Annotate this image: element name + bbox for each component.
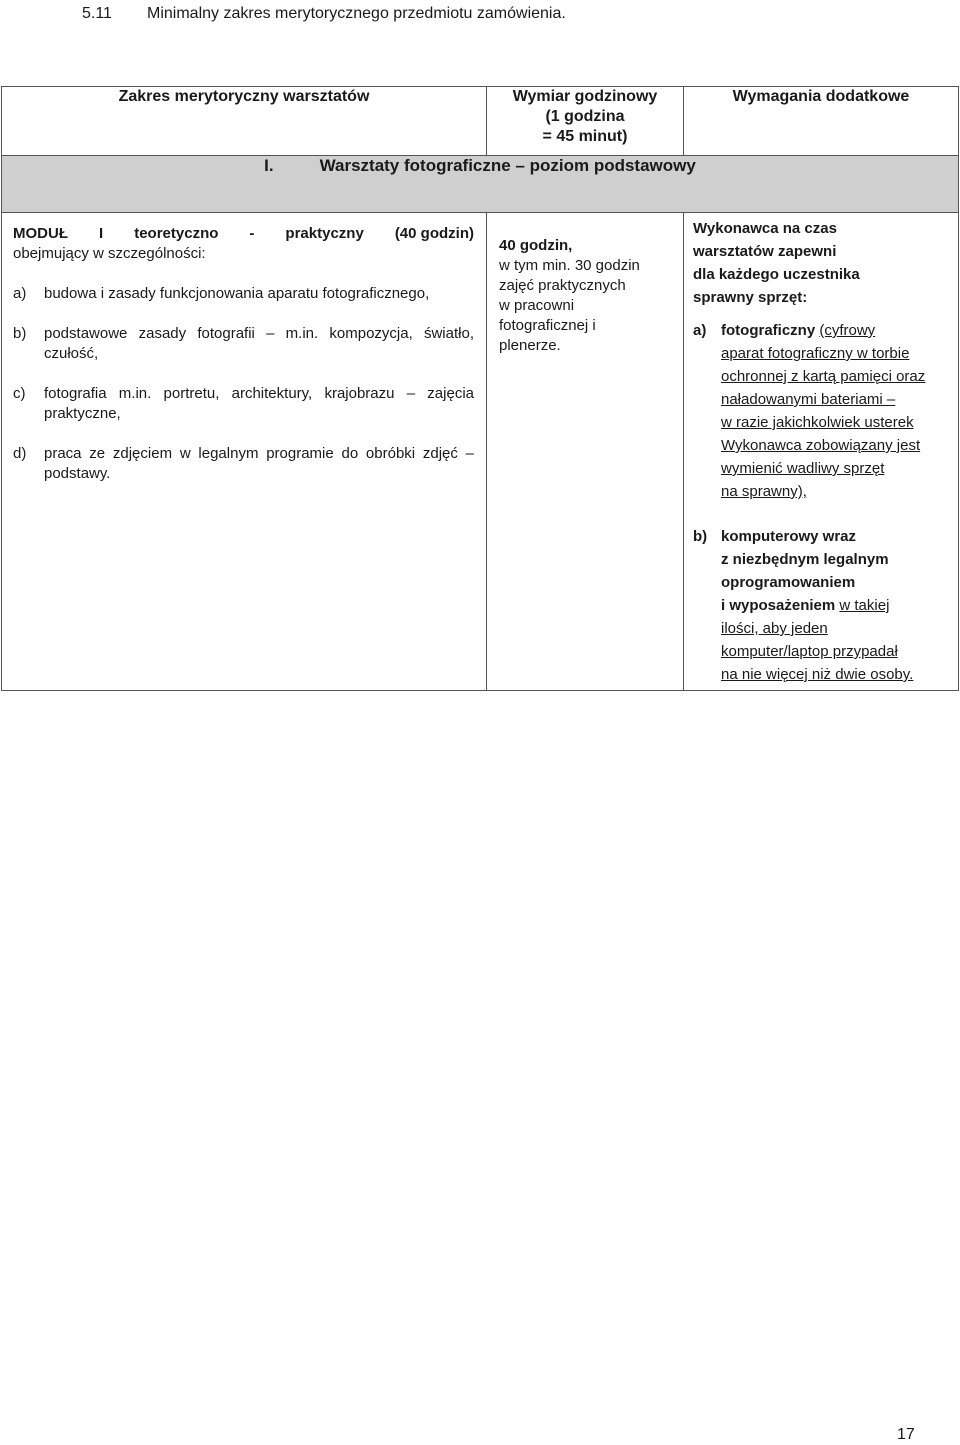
list-item-text: podstawowe zasady fotografii – m.in. kompozycja, światło, czułość, (44, 325, 474, 362)
list-item (13, 384, 474, 424)
module-word: praktyczny (285, 225, 364, 242)
requirement-title: fotograficzny (721, 322, 816, 339)
module-word: MODUŁ (13, 225, 68, 242)
module-word: teoretyczno (134, 225, 219, 242)
header-scope: Zakres merytoryczny warsztatów (2, 87, 487, 156)
requirement-title: z niezbędnym legalnym (721, 551, 889, 568)
list-item-label: b) (13, 325, 27, 342)
list-item-text: budowa i zasady funkcjonowania aparatu fotograficznego, (44, 285, 430, 302)
requirements-lead: dla każdego uczestnika (693, 266, 860, 283)
list-item-label: a) (13, 285, 27, 302)
requirement-line: na nie więcej niż dwie osoby. (721, 666, 914, 683)
requirement-title: komputerowy wraz (721, 528, 857, 545)
header-hours-line: = 45 minut) (542, 128, 628, 145)
module-hours-cell (487, 213, 684, 691)
module-scope-cell (2, 213, 487, 691)
requirements-lead: warsztatów zapewni (693, 243, 837, 260)
hours-line: w tym min. 30 godzin (499, 257, 640, 274)
list-item-text: praca ze zdjęciem w legalnym programie do obróbki zdjęć – podstawy. (44, 445, 474, 482)
page-number: 17 (897, 1426, 915, 1443)
hours-line: zajęć praktycznych (499, 277, 626, 294)
requirement-line: ilości, aby jeden (721, 620, 828, 637)
section-heading (82, 4, 566, 24)
module-requirements-cell (684, 213, 959, 691)
list-item (13, 284, 474, 304)
header-requirements: Wymagania dodatkowe (684, 87, 959, 156)
requirements-table (1, 86, 959, 691)
module-title (13, 224, 474, 244)
table-header-row (2, 87, 959, 156)
header-hours-line: Wymiar godzinowy (512, 88, 658, 105)
hours-line: w pracowni (499, 297, 575, 314)
section-roman: I. (264, 156, 274, 175)
list-item-text: fotografia m.in. portretu, architektury, krajobrazu – zajęcia praktyczne, (44, 385, 474, 422)
section-number: 5.11 (82, 5, 112, 22)
requirement-line: w razie jakichkolwiek usterek (721, 414, 914, 431)
requirement-line: Wykonawca zobowiązany jest (721, 437, 921, 454)
module-word: (40 godzin) (394, 225, 474, 242)
requirement-line: (cyfrowy (819, 322, 876, 339)
header-hours-line: (1 godzina (545, 108, 625, 125)
section-row (2, 156, 959, 213)
list-item-label: d) (13, 445, 27, 462)
hours-total: 40 godzin, (499, 237, 573, 254)
requirement-line: ochronnej z kartą pamięci oraz (721, 368, 926, 385)
requirement-item-b (693, 525, 950, 686)
section-name: Warsztaty fotograficzne – poziom podstawowy (319, 156, 696, 175)
list-item (13, 444, 474, 484)
module-subtitle: obejmujący w szczególności: (13, 245, 206, 262)
section-title: Minimalny zakres merytorycznego przedmiotu zamówienia. (147, 5, 566, 22)
requirement-line: aparat fotograficzny w torbie (721, 345, 910, 362)
requirement-line: w takiej (839, 597, 890, 614)
requirement-title: i wyposażeniem (721, 597, 836, 614)
module-row (2, 213, 959, 691)
hours-line: fotograficznej i (499, 317, 596, 334)
hours-line: plenerze. (499, 337, 561, 354)
requirements-lead: Wykonawca na czas (693, 220, 837, 237)
requirement-item-a (693, 319, 950, 503)
requirement-line: naładowanymi bateriami – (721, 391, 896, 408)
list-item (13, 324, 474, 364)
requirement-line: komputer/laptop przypadał (721, 643, 898, 660)
requirement-line: na sprawny), (721, 483, 807, 500)
module-word: I (99, 225, 104, 242)
requirement-label: a) (693, 322, 707, 339)
requirement-title: oprogramowaniem (721, 574, 856, 591)
module-word: - (249, 225, 255, 242)
requirement-label: b) (693, 528, 708, 545)
requirements-lead: sprawny sprzęt: (693, 289, 808, 306)
list-item-label: c) (13, 385, 26, 402)
header-hours (487, 87, 684, 156)
section-title-cell (2, 156, 959, 213)
requirement-line: wymienić wadliwy sprzęt (721, 460, 885, 477)
